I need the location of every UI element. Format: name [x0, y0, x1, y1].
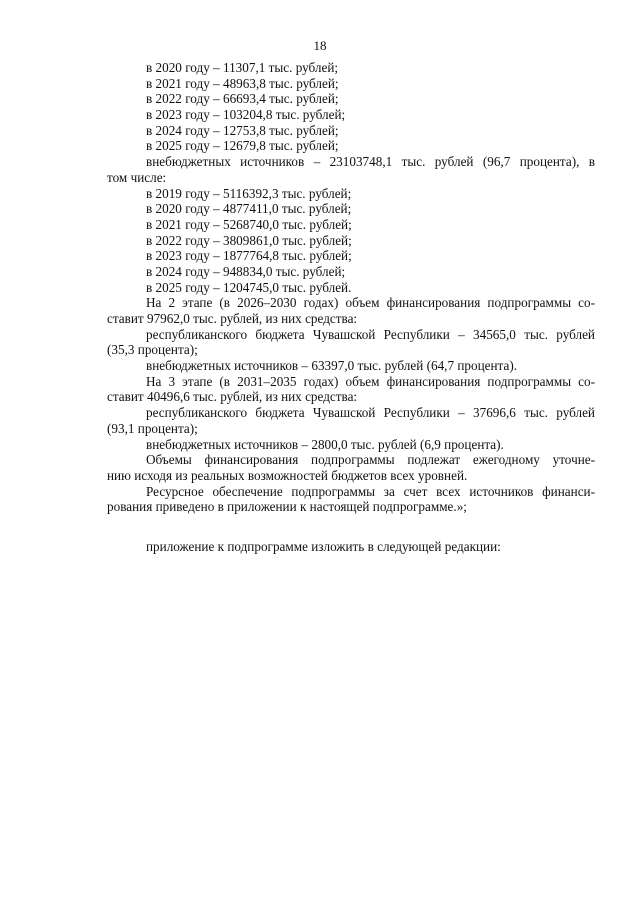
paragraph-spacer: [107, 515, 595, 539]
text-line: в 2024 году – 948834,0 тыс. рублей;: [146, 263, 346, 279]
page-number: 18: [313, 38, 327, 53]
text-line: внебюджетных источников – 63397,0 тыс. рублей (64,7 процента).: [146, 358, 518, 374]
text-line: в 2021 году – 48963,8 тыс. рублей;: [146, 75, 339, 91]
text-line: ставит 40496,6 тыс. рублей, из них средства:: [107, 389, 358, 405]
text-line: На 2 этапе (в 2026–2030 годах) объем финансирования подпрограммы со-: [146, 295, 595, 311]
text-line: внебюджетных источников – 2800,0 тыс. рублей (6,9 процента).: [146, 436, 504, 452]
text-line: в 2024 году – 12753,8 тыс. рублей;: [146, 122, 339, 138]
text-line: в 2021 году – 5268740,0 тыс. рублей;: [146, 216, 352, 232]
text-line: На 3 этапе (в 2031–2035 годах) объем финансирования подпрограммы со-: [146, 373, 595, 389]
text-line: ставит 97962,0 тыс. рублей, из них средства:: [107, 311, 358, 326]
text-line: в 2023 году – 103204,8 тыс. рублей;: [146, 107, 346, 123]
text-line: республиканского бюджета Чувашской Республики – 34565,0 тыс. рублей: [146, 326, 595, 342]
text-line: в 2019 году – 5116392,3 тыс. рублей;: [146, 185, 352, 201]
text-line: в 2023 году – 1877764,8 тыс. рублей;: [146, 248, 352, 264]
text-line: в 2022 году – 3809861,0 тыс. рублей;: [146, 232, 352, 248]
document-body: [107, 60, 595, 555]
text-line: (93,1 процента);: [107, 420, 198, 436]
text-line: нию исходя из реальных возможностей бюджетов всех уровней.: [107, 467, 468, 483]
text-line: приложение к подпрограмме изложить в следующей редакции:: [146, 538, 501, 554]
text-line: (35,3 процента);: [107, 342, 198, 358]
text-line: Объемы финансирования подпрограммы подлежат ежегодному уточне-: [146, 452, 595, 468]
text-line: в 2025 году – 12679,8 тыс. рублей;: [146, 138, 339, 154]
text-line: рования приведено в приложении к настоящей подпрограмме.»;: [107, 499, 467, 515]
text-line: в 2020 году – 4877411,0 тыс. рублей;: [146, 201, 352, 217]
text-line: том числе:: [107, 169, 167, 185]
text-line: в 2020 году – 11307,1 тыс. рублей;: [146, 60, 339, 75]
text-line: в 2025 году – 1204745,0 тыс. рублей.: [146, 279, 352, 295]
text-line: республиканского бюджета Чувашской Республики – 37696,6 тыс. рублей: [146, 405, 595, 421]
text-line: внебюджетных источников – 23103748,1 тыс. рублей (96,7 процента), в: [146, 154, 595, 170]
text-line: в 2022 году – 66693,4 тыс. рублей;: [146, 91, 339, 107]
text-line: Ресурсное обеспечение подпрограммы за счет всех источников финанси-: [146, 483, 595, 499]
